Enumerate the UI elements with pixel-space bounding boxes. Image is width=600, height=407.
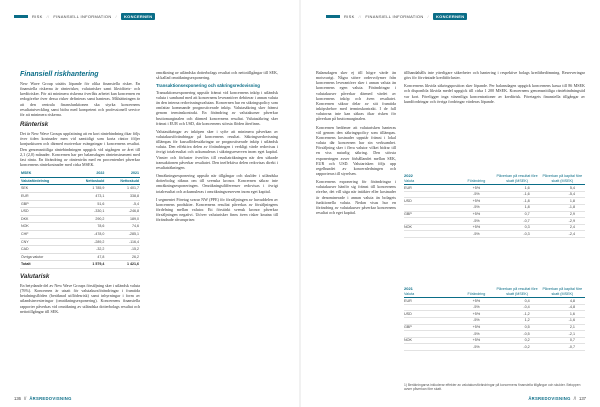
footer-brand: ÅRSREDOVISNING [29,396,72,401]
table-cell: -330,1 [71,208,106,216]
net-debt-currency-table [20,170,140,269]
paragraph: Valutasäkringar av inköpen sker i syfte att minimera påverkan av valutakursförändringar på koncernens resultat. Säkringsredovisning tillämpas för kassaflödessäkringar av prognostiserade inköp i utländsk valuta. Den effektiva delen av förändringen i verkligt värde redovisas i övrigt totalresultat och ackumuleras i säkringsreserven inom eget kapital. Vinster och förluster överförs till resultaträkningen när den säkrade transaktionen påverkar resultatet. Den ineffektiva delen redovisas direkt i resultaträkningen. [156,128,278,170]
table-cell: -0,4 [494,304,539,311]
table-header: 2022 [71,170,106,177]
table-row [404,218,585,225]
table-header: Förändring [458,286,494,298]
currency-label: EUR [404,298,458,305]
spread-divider [299,0,301,407]
paragraph: Koncernens exponering för förändringar i valutakurser hänför sig främst till koncernens rörelse, det vill säga när intäkter eller kostnader är denominerade i annan valuta än bolagets funktionella valuta. Nedan visas hur en förändring av valutakurser påverkar koncernens resultat och eget kapital. [316,179,396,216]
currency-label: NOK [404,224,458,231]
currency-label: USD [404,311,458,318]
table-cell: GBP [20,200,71,208]
table-body [404,298,585,351]
table-row [20,238,140,246]
table-body [404,185,585,238]
paragraph: Balansdagen sker ej till högre värde än motsvarigt. Några större ordervolymer från koncernens leverantörer sker i annan valuta än koncernens egen valuta. Förändringar i valutakurser påverkar därmed värdet av koncernens inköp och även resultatet. Koncernen säkrar delar av sitt framtida inköpsbehov med terminskontrakt. I de fall valutorna inte kan säkras ökar risken för påverkan på bruttomarginalen. [316,70,396,122]
table-cell: +5% [458,337,494,344]
table-cell: 0,7 [540,337,585,344]
table-cell: +5% [458,198,494,205]
table-subheader: Nettoskuld [71,177,106,185]
paragraph: New Wave Group utsätts löpande för olika finansiella risker. En finansiella riskerna är ränterisker, valutarisker samt likviditets- och kreditrisker. För att minimera riskerna överlåts arbetet kan koncernen en redogörelse över dessa risker definieras samt hanteras. Målsättningen är att den centrala finansfunktionen ska styrka koncernens resultatutveckling samt bidra med kompetent och professionell service för att minimera riskerna. [20,81,140,117]
table-cell: SEK [20,185,71,193]
table-cell: -0,3 [494,231,539,238]
paragraph: Koncernen bedömer att valutarisken hanteras väl genom den säkringspolicy som tillämpas. Koncernens kostnader uppstår främst i lokal valuta där koncernen har sin verksamhet. Försäljning sker i flera valutor vilket bidrar till en viss naturlig säkring. Den största exponeringen avser förhållandet mellan SEK, EUR och USD. Valutarisken följs upp regelbundet av koncernledningen och rapporteras till styrelsen. [316,124,396,176]
table-row [404,198,585,205]
table-row [20,192,140,200]
table-cell: 2,1 [540,324,585,331]
paragraph: Transaktionsexponering uppstår främst vid koncernens inköp i utländsk valuta i samband med att koncernens leverantörer debiterar i annan valuta än den interna redovisningsvalutan. Koncernen har en säkringspolicy som omfattar kommande prognosticerade inköp. Valutasäkring sker främst genom terminskontrakt. En förändring av valutakurser påverkar bruttomarginalen och därmed koncernens resultat. Valutasäkring sker främst i EUR och USD, där koncernens största flöden återfinns. [156,89,278,126]
table-cell: -116,4 [105,238,140,246]
currency-label: GBP [404,211,458,218]
table-subtitle: Valuta [404,291,415,296]
table-cell: -1,6 [494,191,539,198]
table-cell: -15,2 [105,246,140,254]
table-cell: 0,4 [494,298,539,305]
table-cell: 0,5 [494,324,539,331]
currency-label [404,304,458,311]
table-cell: 338,8 [105,192,140,200]
table-year-cell [404,286,458,298]
table-cell: -5% [458,218,494,225]
table-cell: -0,7 [540,344,585,351]
table-cell: 78,6 [71,223,106,231]
table-cell: 26,2 [105,253,140,261]
table-header: Påverkan på resultat före skatt (MSEK) [494,173,539,185]
table-cell: -5% [458,344,494,351]
table-year: 2022 [404,173,413,178]
table-cell: 1 401,7 [105,185,140,193]
table-cell: DKK [20,215,71,223]
header-section: RISK [344,13,355,19]
table-cell: -1,6 [540,317,585,324]
table-cell: -5% [458,191,494,198]
paragraph: Omräkningsexponering uppstår när tillgångar och skulder i utländska dotterbolag räknas om till svenska kronor. Koncernen säkrar inte omräkningsexponeringen. Omräkningsdifferenser redovisas i övrigt totalresultat och ackumuleras i omräkningsreserven inom eget kapital. [156,173,278,194]
table-row [20,223,140,231]
table-cell: 1 579,4 [71,261,106,269]
left-column-1 [20,70,140,317]
sensitivity-table-2021 [404,286,585,351]
table-cell: -289,2 [71,238,106,246]
paragraph: Det är New Wave Groups uppfattning att en kort räntebindning ökar följs över tiden kostnader men vid samtidigt som korta räntor följer konjunkturen och därmed motverkar svängningar i koncernens resultat. Den genomsnittliga räntebindningen uppgick vid utgången av året till 2,1 (2,0) månader. Koncernen har per balansdagen ränteinstrument med fast ränta. En förändring av räntenivån med en procentenhet påverkar koncernens räntekostnader med cirka MSEK. [20,131,140,168]
table-cell: -2,4 [540,231,585,238]
table-cell: 290,2 [71,215,106,223]
table-cell: 0,3 [494,224,539,231]
table-cell: 189,0 [105,215,140,223]
table-cell: 1,2 [494,317,539,324]
table-row [20,215,140,223]
currency-label [404,204,458,211]
table-subheader: Valutafördelning [20,177,71,185]
table-cell: EUR [20,192,71,200]
table-header: Påverkan på kapital före skatt (MSEK) [540,286,585,298]
table-row [404,185,585,192]
table-cell: 1 421,6 [105,261,140,269]
table-cell: 47,8 [71,253,106,261]
left-column-2 [156,70,278,225]
subheading-currency-risk: Valutarisk [20,272,50,280]
table-subheader: Nettoskuld [105,177,140,185]
table-cell: -5,4 [540,191,585,198]
table-row [20,185,140,193]
table-row [404,344,585,351]
paragraph: En betydande del av New Wave Groups försäljning sker i utländsk valuta (76%). Koncernen är utsatt för valutakursförändringar i framtida betalningsflöden (beräknad utflödesrisk) samt inhyrningar i form av utlandsinvesteringar (omräkningsexponering). Koncernens finansiella rapporter påverkas vid omräkning av utländska dotterbolags resultat och nettotillgångar till SEK. [20,282,140,314]
table-cell: 473,1 [71,192,106,200]
header-accent-bar [14,15,28,18]
table-cell: USD [20,208,71,216]
table-cell: 74,6 [105,223,140,231]
left-running-header: RISK // FINANSIELL INFORMATION / KONCERNEN [14,10,155,22]
paragraph: tillhandahålls inte ytterligare säkerheter och hantering i respektive bolags kreditbedömning. Reserveringar görs för förväntade kreditförluster. [404,70,585,81]
table-header: Påverkan på kapital före skatt (MSEK) [540,173,585,185]
table-cell: +5% [458,185,494,192]
page-number: 136 [14,396,21,401]
paragraph: omräkning av utländska dotterbolags resultat och nettotillgångar till SEK, så kallad omräkningsexponering. [156,70,278,81]
table-cell: CNY [20,238,71,246]
table-cell: -2,9 [540,218,585,225]
table-cell: 2,9 [540,211,585,218]
right-footer: ÅRSREDOVISNING // 137 [528,396,586,401]
table-row [20,253,140,261]
table-cell: -5% [458,231,494,238]
table-cell: 1,8 [494,204,539,211]
sensitivity-table-2022 [404,173,585,238]
table-row [20,208,140,216]
table-cell: -2,1 [540,331,585,338]
table-cell: +5% [458,211,494,218]
right-running-header: RISK // FINANSIELL INFORMATION / KONCERNEN [326,10,467,22]
table-subtitle: Valuta [404,178,415,183]
table-cell: Övriga valutor [20,253,71,261]
table-total-row [20,261,140,269]
table-header: MSEK [20,170,71,177]
table-cell: +5% [458,224,494,231]
table-cell: -5% [458,304,494,311]
table-row [404,231,585,238]
table-cell: 51,6 [71,200,106,208]
table-row [404,337,585,344]
table-header: Förändring [458,173,494,185]
table-row [404,204,585,211]
table-year: 2021 [404,286,413,291]
table-row [404,317,585,324]
currency-label: USD [404,198,458,205]
table-cell: 1,6 [494,185,539,192]
subheading-transaction-exposure: Transaktionsexponering och säkringsredovisning [156,83,260,89]
table-cell: -5% [458,317,494,324]
table-cell: NOK [20,223,71,231]
table-header: 2021 [105,170,140,177]
table-cell: -5,4 [105,200,140,208]
table-row [20,230,140,238]
table-cell: -5% [458,204,494,211]
table-row [404,224,585,231]
currency-label: GBP [404,324,458,331]
table-cell: +5% [458,298,494,305]
table-cell: -246,8 [105,208,140,216]
table-cell: -0,2 [494,344,539,351]
left-footer: 136 // ÅRSREDOVISNING [14,396,72,401]
currency-label: NOK [404,337,458,344]
table-cell: -1,8 [494,198,539,205]
table-cell: 1,8 [540,198,585,205]
table-cell: 2,4 [540,224,585,231]
table-cell: -4,8 [540,304,585,311]
paragraph: Koncernens likvida säkringsposition sker löpande. Per balansdagen uppgick koncernens kassa till 86 MSEK och disponibla likvida medel uppgick till cirka 1 200 MSEK. Koncernens genomsnittliga räntebindningstid var kort. Föreligger inga väsentliga koncentrationer av kreditrisk. Företagets finansiella tillgångar av kundfordringar och övriga fordringar värderas löpande. [404,83,585,104]
table-cell: CHF [20,230,71,238]
table-cell: -32,2 [71,246,106,254]
paragraph: I segmentet Företag svarar NW (PPE) för försäljningen av huvuddelen av koncernens produkter. Koncernens resultat påverkas av försäljningens fördelning mellan valutor. Ett förstärkt svensk kronor påverkar försäljningen negativt. Utöver valutarisker finns även risker knutna till förändrade råvarupriser. [156,196,278,223]
header-tag: KONCERNEN [121,13,155,20]
table-row [404,311,585,318]
table-cell: 5,4 [540,185,585,192]
currency-label [404,218,458,225]
header-section: RISK [32,13,43,19]
table-cell: 0,2 [494,337,539,344]
table-row [404,324,585,331]
right-column-1 [316,70,396,218]
table-cell: -1,8 [540,204,585,211]
header-breadcrumb: FINANSIELL INFORMATION [53,13,112,19]
table-year-cell [404,173,458,185]
table-row [404,304,585,311]
table-row [20,246,140,254]
header-accent-bar [326,15,340,18]
currency-label [404,344,458,351]
footer-brand: ÅRSREDOVISNING [528,396,571,401]
table-row [404,331,585,338]
table-body [20,185,140,269]
header-breadcrumb: FINANSIELL INFORMATION [365,13,424,19]
table-cell: +5% [458,311,494,318]
table-cell: -5% [458,331,494,338]
table-row [404,298,585,305]
currency-label [404,317,458,324]
table-cell: CAD [20,246,71,254]
table-cell: -285,1 [105,230,140,238]
right-column-2 [404,70,585,107]
table-row [20,200,140,208]
table-cell: -478,0 [71,230,106,238]
table-cell: 0,7 [494,211,539,218]
footnote: 1) Beräkningarna inkluderar effekter av valutakursförändringar på koncernens finansiella tillgångar och skulder. Beloppen avser påverkan före skatt. [404,383,581,391]
page-number: 137 [579,396,586,401]
currency-label: EUR [404,185,458,192]
table-cell: +5% [458,324,494,331]
table-cell: -0,5 [494,331,539,338]
table-cell: -1,2 [494,311,539,318]
table-row [404,211,585,218]
currency-label [404,231,458,238]
table-cell: Totalt [20,261,71,269]
table-row [404,191,585,198]
table-cell: 4,8 [540,298,585,305]
subheading-interest-risk: Ränterisk [20,121,49,129]
header-tag: KONCERNEN [433,13,467,20]
currency-label [404,331,458,338]
table-cell: 1,6 [540,311,585,318]
table-cell: -0,7 [494,218,539,225]
section-heading: Finansiell riskhantering [20,71,99,78]
table-header: Påverkan på resultat före skatt (MSEK) [494,286,539,298]
currency-label [404,191,458,198]
table-cell: 1 785,9 [71,185,106,193]
